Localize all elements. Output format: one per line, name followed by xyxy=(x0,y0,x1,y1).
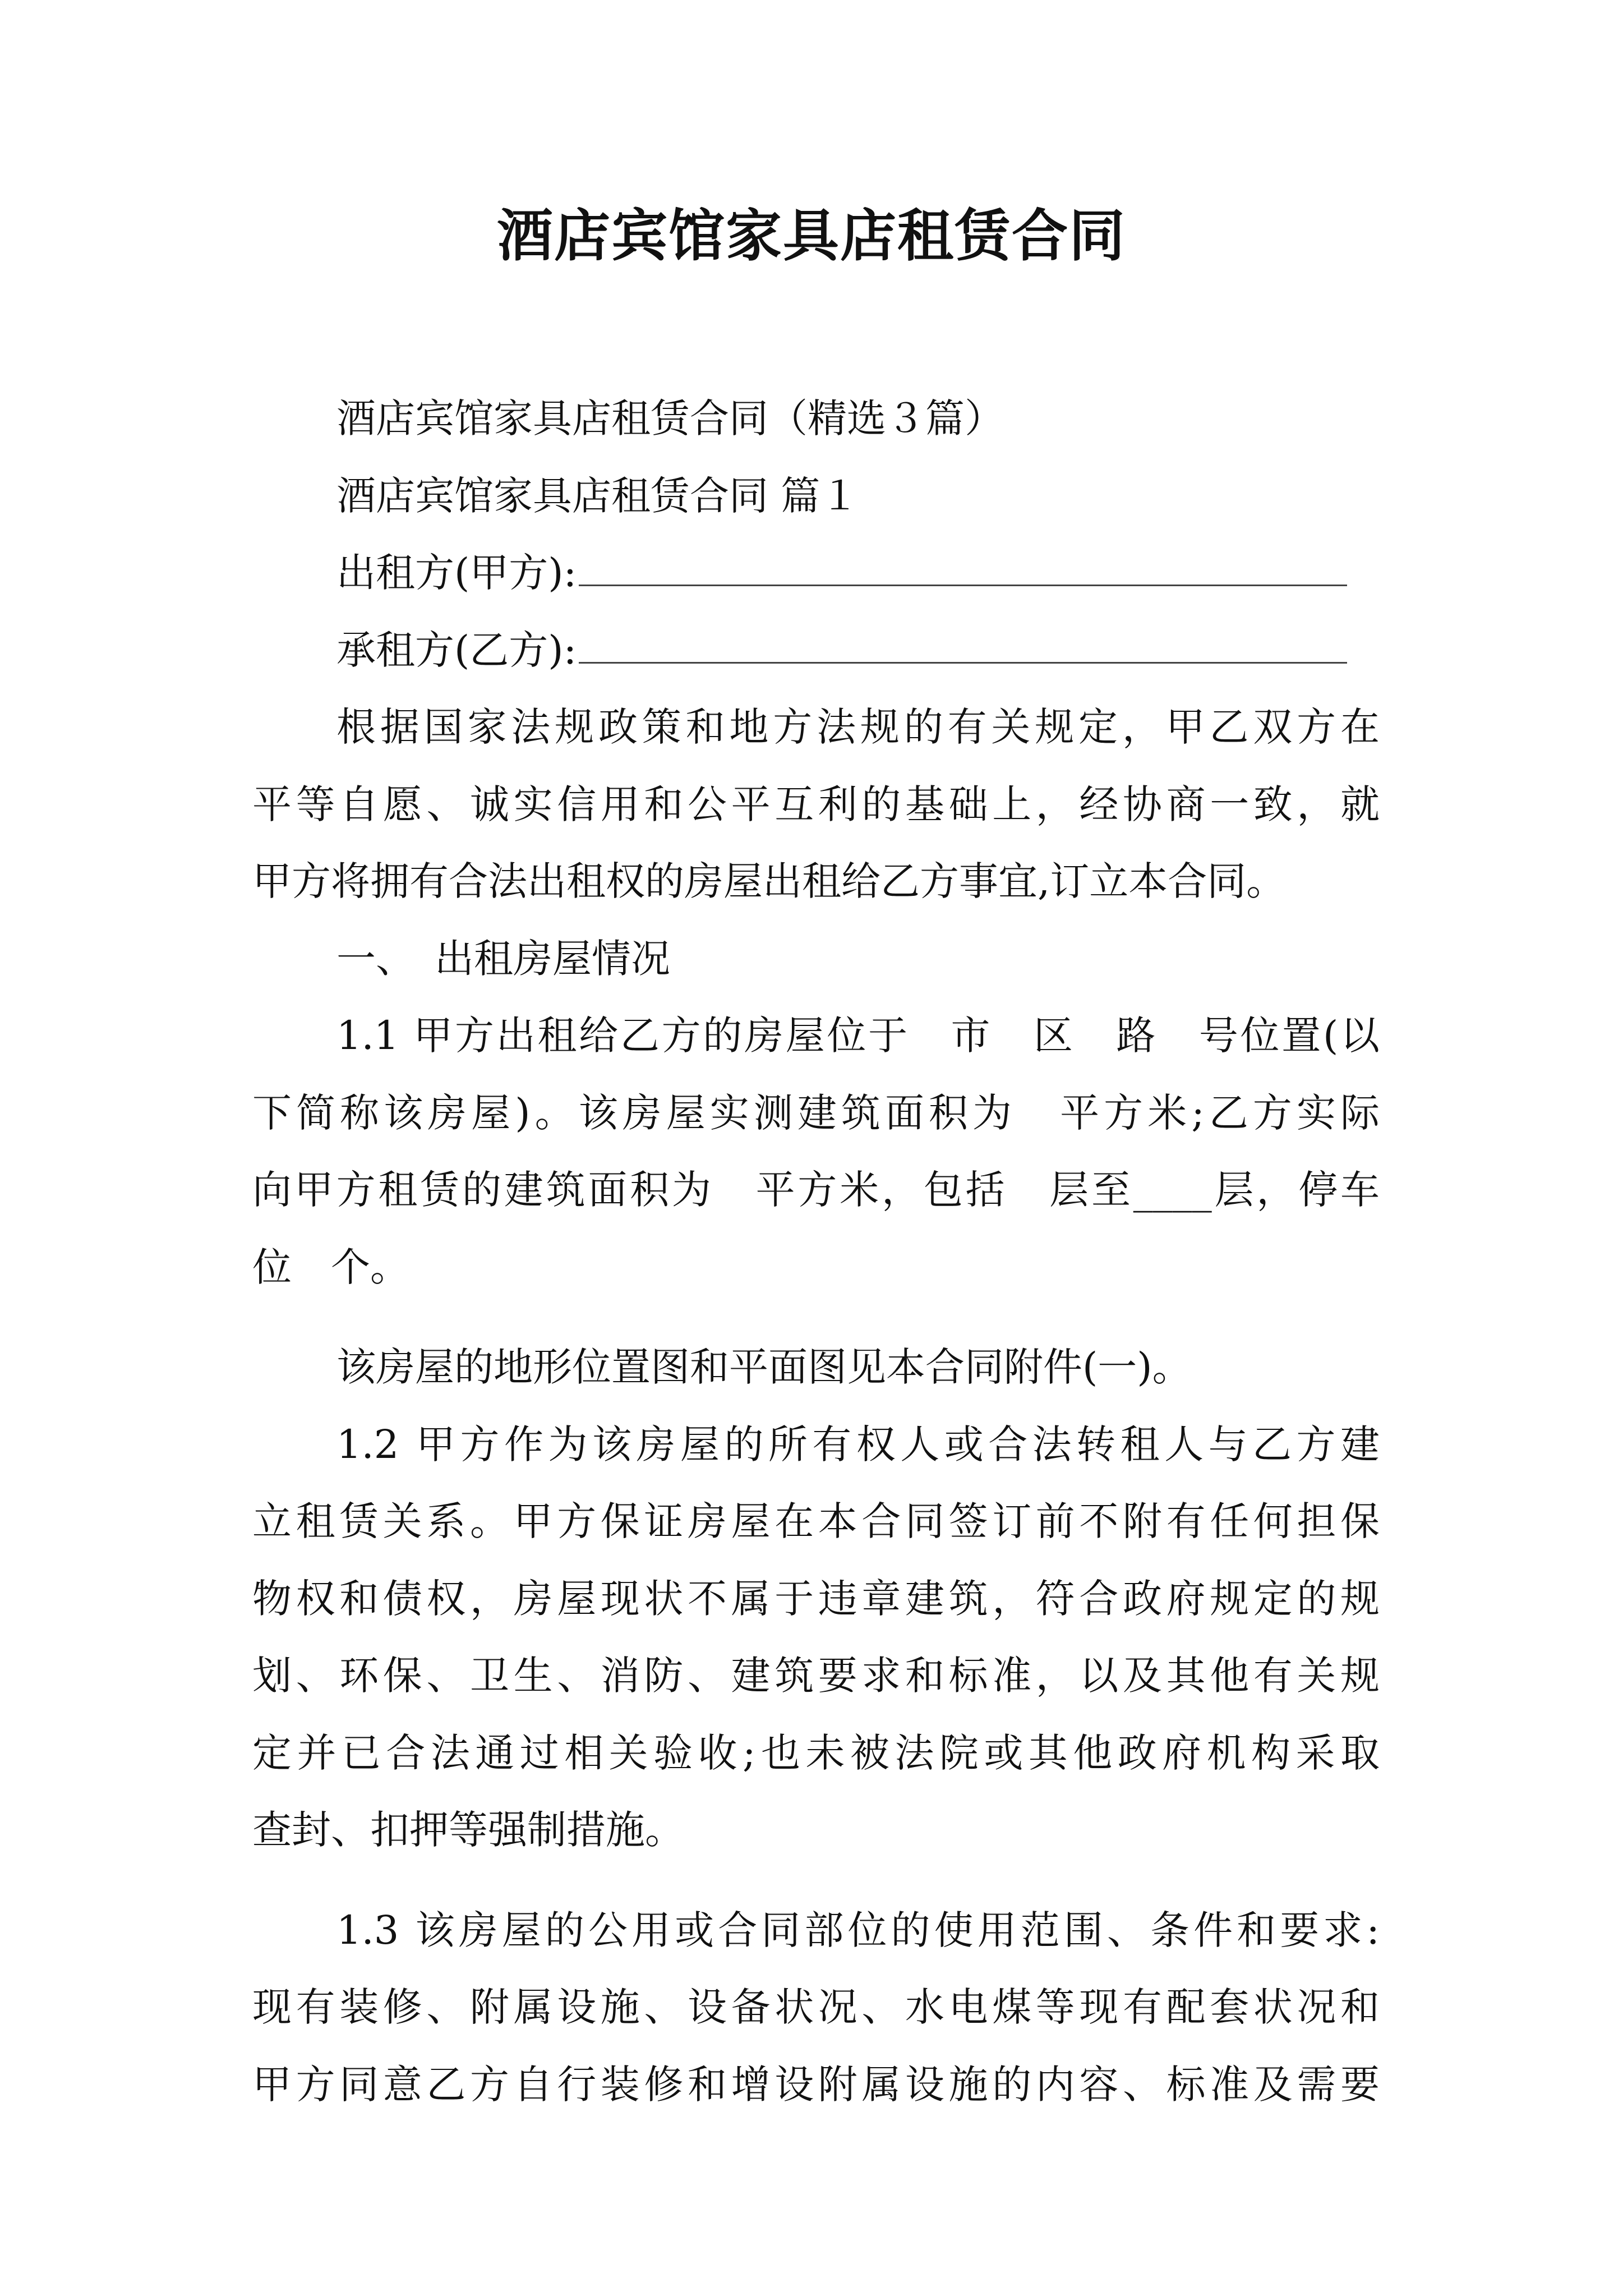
subtitle-line: 酒店宾馆家具店租赁合同（精选３篇） xyxy=(336,395,1004,441)
paragraph-line: 下简称该房屋)。该房屋实测建筑面积为 平方米;乙方实际 xyxy=(252,1089,1380,1136)
lessor-line xyxy=(252,535,1380,612)
paragraph-line: 1.3 该房屋的公用或合同部位的使用范围、条件和要求: xyxy=(336,1907,1380,1953)
lessee-line xyxy=(252,612,1380,689)
paragraph-line: 物权和债权，房屋现状不属于违章建筑，符合政府规定的规 xyxy=(252,1575,1380,1622)
paragraph-line: 立租赁关系。甲方保证房屋在本合同签订前不附有任何担保 xyxy=(252,1498,1380,1544)
paragraph-line: 1.1 甲方出租给乙方的房屋位于 市 区 路 号位置(以 xyxy=(336,1013,1380,1059)
paragraph-line: 向甲方租赁的建筑面积为 平方米，包括 层至____层，停车 xyxy=(252,1167,1380,1213)
section-heading: 一、 出租房屋情况 xyxy=(336,935,670,982)
intro-line: 平等自愿、诚实信用和公平互利的基础上，经协商一致，就 xyxy=(252,781,1380,827)
lessor-blank xyxy=(579,551,1347,586)
paragraph-line: 现有装修、附属设施、设备状况、水电煤等现有配套状况和 xyxy=(252,1984,1380,2030)
document-title: 酒店宾馆家具店租赁合同 xyxy=(497,203,1126,269)
intro-line: 甲方将拥有合法出租权的房屋出租给乙方事宜,订立本合同。 xyxy=(252,858,1286,904)
lessee-label: 承租方(乙方): xyxy=(336,627,577,673)
document-body xyxy=(252,380,1380,2123)
paragraph-line: 划、环保、卫生、消防、建筑要求和标准，以及其他有关规 xyxy=(252,1653,1380,1699)
article-heading: 酒店宾馆家具店租赁合同 篇１ xyxy=(336,472,860,519)
paragraph-line: 位 个。 xyxy=(252,1244,409,1290)
paragraph-line: 查封、扣押等强制措施。 xyxy=(252,1807,684,1853)
paragraph-line: 定并已合法通过相关验收;也未被法院或其他政府机构采取 xyxy=(252,1729,1380,1776)
paragraph-line: 该房屋的地形位置图和平面图见本合同附件(一)。 xyxy=(336,1344,1192,1390)
lessor-label: 出租方(甲方): xyxy=(336,550,577,596)
paragraph-line: 1.2 甲方作为该房屋的所有权人或合法转租人与乙方建 xyxy=(336,1421,1380,1467)
lessee-blank xyxy=(579,628,1347,664)
paragraph-line: 甲方同意乙方自行装修和增设附属设施的内容、标准及需要 xyxy=(252,2061,1380,2108)
intro-line: 根据国家法规政策和地方法规的有关规定，甲乙双方在 xyxy=(336,704,1380,750)
